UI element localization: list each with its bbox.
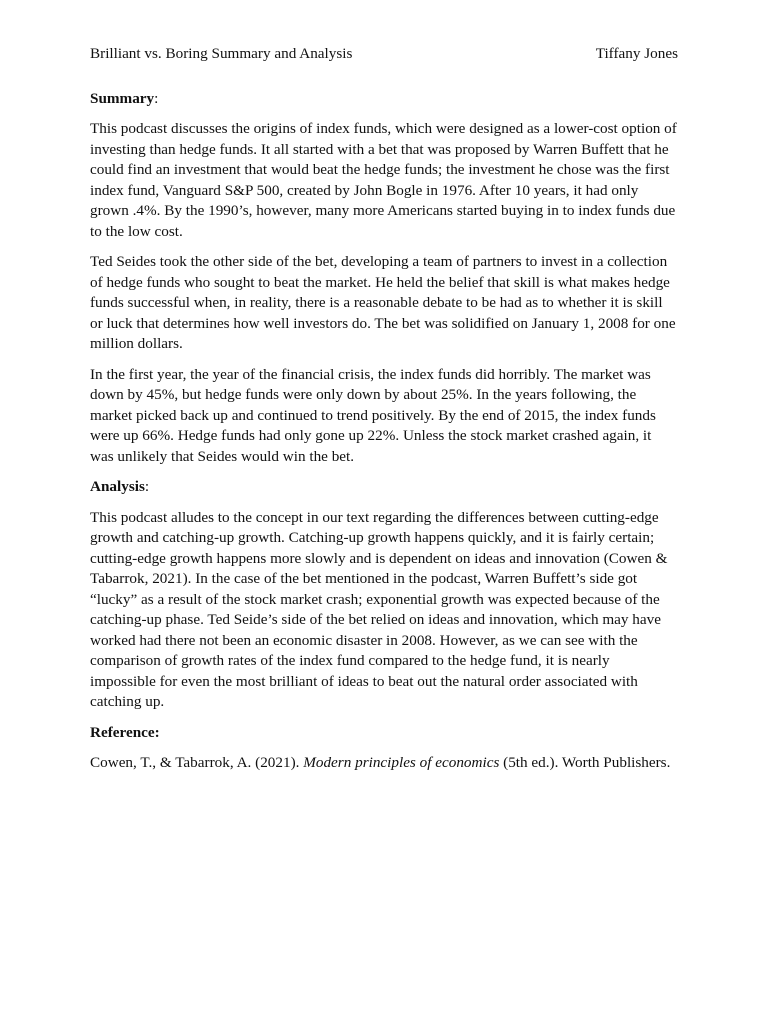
reference-details: (5th ed.). Worth Publishers. xyxy=(499,754,671,771)
summary-heading-colon: : xyxy=(154,89,159,107)
reference-heading-label: Reference: xyxy=(90,723,160,741)
summary-paragraph-2: Ted Seides took the other side of the bet, developing a team of partners to invest in a collection of hedge funds who sought to beat the market. He held the belief that skill is what makes hedge funds successful when, in reality, there is a reasonable debate to be had as to whether it is skill or luck that determines how well investors do. The bet was solidified on January 1, 2008 for one million dollars. xyxy=(90,253,676,352)
reference-book-title: Modern principles of economics xyxy=(303,754,500,771)
analysis-paragraph-1: This podcast alludes to the concept in our text regarding the differences between cutting-edge growth and catching-up growth. Catching-up growth happens quickly, and it is fairly certain; cutting-edge growth happens more slowly and is dependent on ideas and innovation (Cowen & Tabarrok, 2021). In the case of the bet mentioned in the podcast, Warren Buffett’s side got “lucky” as a result of the stock market crash; exponential growth was expected because of the catching-up phase. Ted Seide’s side of the bet relied on ideas and innovation, which may have worked had there not been an economic disaster in 2008. However, as we can see with the comparison of growth rates of the index fund compared to the hedge fund, it is nearly impossible for even the most brilliant of ideas to beat out the natural order associated with catching up. xyxy=(90,508,668,710)
page-header xyxy=(90,44,678,65)
summary-paragraph-3: In the first year, the year of the financial crisis, the index funds did horribly. The market was down by 45%, but hedge funds were only down by about 25%. In the years following, the market picked back up and continued to trend positively. By the end of 2015, the index funds were up 66%. Hedge funds had only gone up 22%. Unless the stock market crashed again, it was unlikely that Seides would win the bet. xyxy=(90,365,656,465)
author-name: Tiffany Jones xyxy=(595,45,678,62)
summary-heading xyxy=(90,89,678,110)
analysis-heading-colon: : xyxy=(144,478,150,495)
reference-entry xyxy=(90,753,678,774)
summary-heading-label: Summary xyxy=(90,89,155,107)
reference-heading xyxy=(90,723,678,744)
document-title: Brilliant vs. Boring Summary and Analysis xyxy=(90,45,353,62)
analysis-heading xyxy=(90,477,678,498)
summary-paragraph-1: This podcast discusses the origins of index funds, which were designed as a lower-cost option of investing than hedge funds. It all started with a bet that was proposed by Warren Buffett that he could find an investment that would beat the hedge funds; the investment he chose was the first index fund, Vanguard S&P 500, created by John Bogle in 1976. After 10 years, it had only grown .4%. By the 1990’s, however, many more Americans started buying in to index funds due to the low cost. xyxy=(90,120,677,240)
document-page xyxy=(90,44,678,784)
analysis-heading-label: Analysis xyxy=(90,478,145,495)
reference-authors: Cowen, T., & Tabarrok, A. (2021). xyxy=(90,754,304,771)
